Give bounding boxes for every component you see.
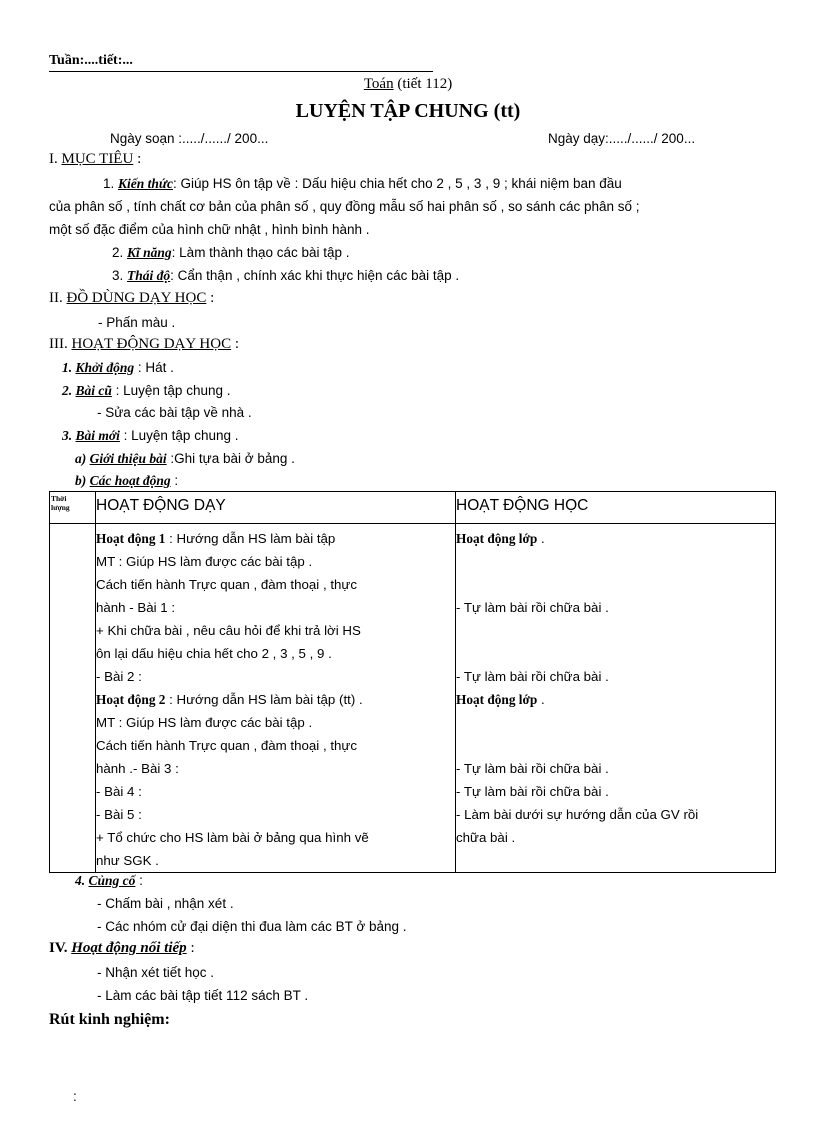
warmup-line: 1. Khởi động : Hát . bbox=[62, 360, 174, 375]
activities-table bbox=[49, 491, 776, 873]
page-title: LUYỆN TẬP CHUNG (tt) bbox=[295, 100, 521, 122]
review-item-1: - Chấm bài , nhận xét . bbox=[97, 896, 234, 911]
section-3-heading: III. HOẠT ĐỘNG DẠY HỌC : bbox=[49, 336, 240, 352]
col-learn-header: HOẠT ĐỘNG HỌC bbox=[456, 492, 776, 524]
table-header-row bbox=[50, 492, 776, 524]
teach-cell: Hoạt động 1 : Hướng dẫn HS làm bài tập MT : Giúp HS làm được các bài tập . Cách tiến hành Trực quan , đàm thoại , thực hành - Bài 1 : + Khi chữa bài , nêu câu hỏi để khi trả lời HS ôn lại dấu hiệu chia hết cho 2 , 3 , 5 , 9 . - Bài 2 : Hoạt động 2 : Hướng dẫn HS làm bài tập (tt) . MT : Giúp HS làm được các bài tập . Cách tiến hành Trực quan , đàm thoại , thực hành .- Bài 3 : - Bài 4 : - Bài 5 : + Tổ chức cho HS làm bài ở bảng qua hình vẽ như SGK . bbox=[96, 524, 456, 873]
lessons-learned-label: Rút kinh nghiệm: bbox=[49, 1011, 170, 1028]
intro-line: a) Giới thiệu bài :Ghi tựa bài ở bảng . bbox=[75, 451, 295, 466]
new-lesson-line: 3. Bài mới : Luyện tập chung . bbox=[62, 428, 239, 443]
materials-item: - Phấn màu . bbox=[98, 315, 176, 330]
subject-line: Toán (tiết 112) bbox=[363, 76, 453, 92]
attitude-line: 3. Thái độ: Cẩn thận , chính xác khi thực hiện các bài tập . bbox=[112, 268, 460, 283]
old-lesson-item: - Sửa các bài tập về nhà . bbox=[97, 405, 252, 420]
activities-line: b) Các hoạt động : bbox=[75, 473, 179, 488]
header-rule bbox=[49, 71, 433, 72]
knowledge-line-1: 1. Kiến thức: Giúp HS ôn tập về : Dấu hiệu chia hết cho 2 , 5 , 3 , 9 ; khái niệm ban đầu bbox=[103, 176, 622, 191]
date-teach: Ngày dạy:...../....../ 200... bbox=[548, 131, 696, 146]
time-cell bbox=[50, 524, 96, 873]
footer-colon: : bbox=[73, 1089, 77, 1104]
skill-line: 2. Kĩ năng: Làm thành thạo các bài tập . bbox=[112, 245, 350, 260]
review-item-2: - Các nhóm cử đại diện thi đua làm các BT ở bảng . bbox=[97, 919, 407, 934]
col-time-header: Thời lượng bbox=[50, 492, 96, 524]
section-2-heading: II. ĐỒ DÙNG DẠY HỌC : bbox=[49, 290, 215, 306]
knowledge-line-3: một số đặc điểm của hình chữ nhật , hình bình hành . bbox=[49, 222, 370, 237]
learn-cell: Hoạt động lớp . - Tự làm bài rồi chữa bài . - Tự làm bài rồi chữa bài . Hoạt động lớp . - Tự làm bài rồi chữa bài . - Tự làm bài rồi chữa bài . - Làm bài dưới sự hướng dẫn của GV rồi chữa bài . bbox=[456, 524, 776, 873]
old-lesson-line: 2. Bài cũ : Luyện tập chung . bbox=[62, 383, 231, 398]
date-prep: Ngày soạn :...../....../ 200... bbox=[110, 131, 269, 146]
knowledge-line-2: của phân số , tính chất cơ bản của phân số , quy đồng mẫu số hai phân số , so sánh các phân số ; bbox=[49, 199, 640, 214]
week-line: Tuần:....tiết:... bbox=[49, 53, 133, 68]
col-teach-header: HOẠT ĐỘNG DẠY bbox=[96, 492, 456, 524]
followup-item-2: - Làm các bài tập tiết 112 sách BT . bbox=[97, 988, 309, 1003]
followup-item-1: - Nhận xét tiết học . bbox=[97, 965, 215, 980]
section-1-heading: I. MỤC TIÊU : bbox=[49, 151, 142, 167]
review-heading: 4. Củng cố : bbox=[75, 873, 143, 888]
table-body-row bbox=[50, 524, 776, 873]
section-4-heading: IV. Hoạt động nối tiếp : bbox=[49, 940, 195, 956]
